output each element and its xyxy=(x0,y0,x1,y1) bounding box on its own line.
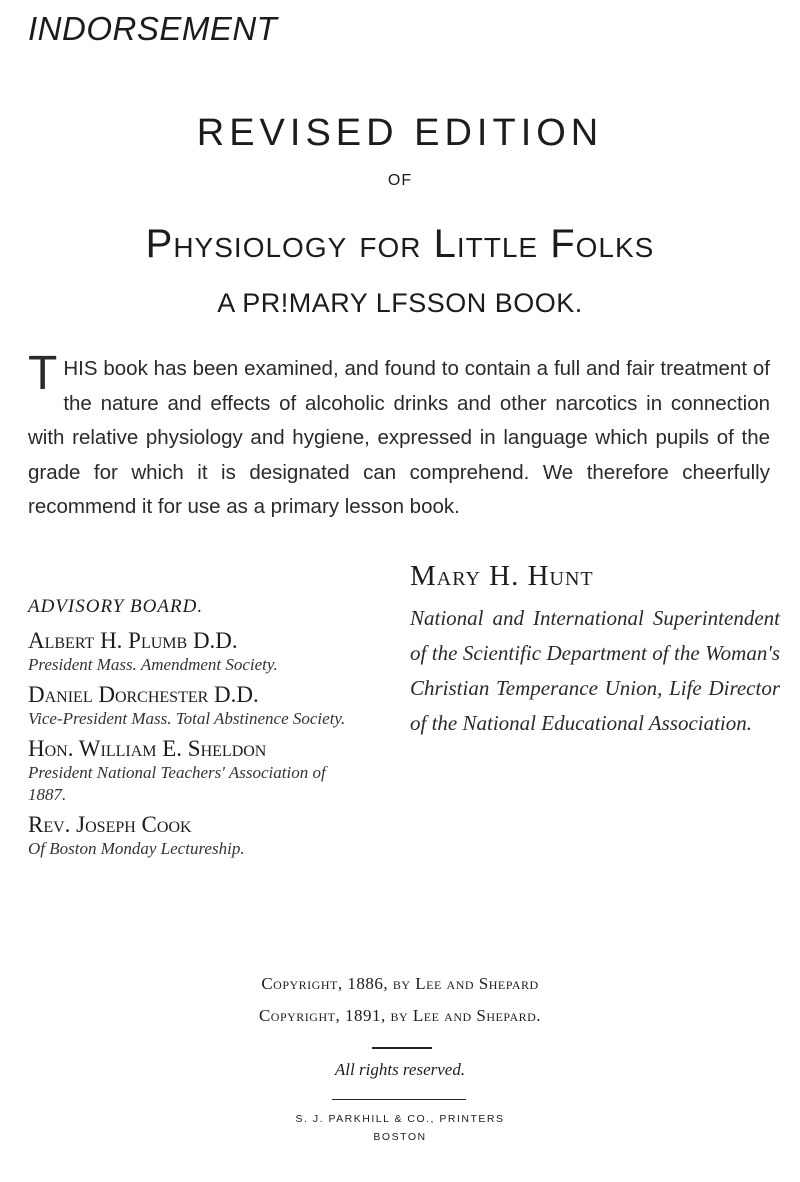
member-role: Vice-President Mass. Total Abstinence Society. xyxy=(28,709,346,728)
advisory-board-heading: ADVISORY BOARD. xyxy=(28,596,204,617)
drop-cap: T xyxy=(28,347,58,400)
endorsement-paragraph xyxy=(28,347,770,525)
copyright-block xyxy=(0,968,800,1032)
mary-hunt-block xyxy=(410,560,780,741)
member-name: Daniel Dorchester D.D. xyxy=(28,682,259,707)
divider xyxy=(372,1047,432,1049)
member-name: Hon. William E. Sheldon xyxy=(28,736,267,761)
divider xyxy=(332,1099,466,1100)
member-name: Albert H. Plumb D.D. xyxy=(28,628,238,653)
advisory-member xyxy=(28,736,368,806)
printer-city: BOSTON xyxy=(373,1131,427,1143)
hunt-name: Mary H. Hunt xyxy=(410,560,594,592)
member-role: President Mass. Amendment Society. xyxy=(28,655,278,674)
book-subtitle: A PR!MARY LFSSON BOOK. xyxy=(217,288,583,318)
hunt-description: National and International Superintendent of the Scientific Department of the Woman's Christian Temperance Union, Life Director of the National Educational Association. xyxy=(410,606,780,735)
advisory-member xyxy=(28,628,368,676)
advisory-member xyxy=(28,812,368,860)
advisory-board xyxy=(28,596,368,860)
member-name: Rev. Joseph Cook xyxy=(28,812,192,837)
printer-name: S. J. PARKHILL & CO., PRINTERS xyxy=(295,1113,505,1125)
member-role: Of Boston Monday Lectureship. xyxy=(28,839,245,858)
advisory-member xyxy=(28,682,368,730)
copyright-line: Copyright, 1886, by Lee and Shepard xyxy=(261,974,539,993)
page-heading: INDORSEMENT xyxy=(28,10,278,47)
member-role: President National Teachers' Association of 1887. xyxy=(28,763,326,804)
endorsement-text: HIS book has been examined, and found to contain a full and fair treatment of the nature and effects of alcoholic drinks and other narcotics in connection with relative physiology and hygiene, expressed in language which pupils of the grade for which it is designated can comprehend. We therefore cheerfully recommend it for use as a primary lesson book. xyxy=(28,357,770,518)
printer-imprint xyxy=(0,1110,800,1146)
rights-reserved: All rights reserved. xyxy=(334,1060,466,1079)
book-title: Physiology for Little Folks xyxy=(145,222,655,266)
edition-label: REVISED EDITION xyxy=(196,112,604,154)
copyright-line: Copyright, 1891, by Lee and Shepard. xyxy=(258,1006,542,1025)
of-label: OF xyxy=(387,172,413,189)
